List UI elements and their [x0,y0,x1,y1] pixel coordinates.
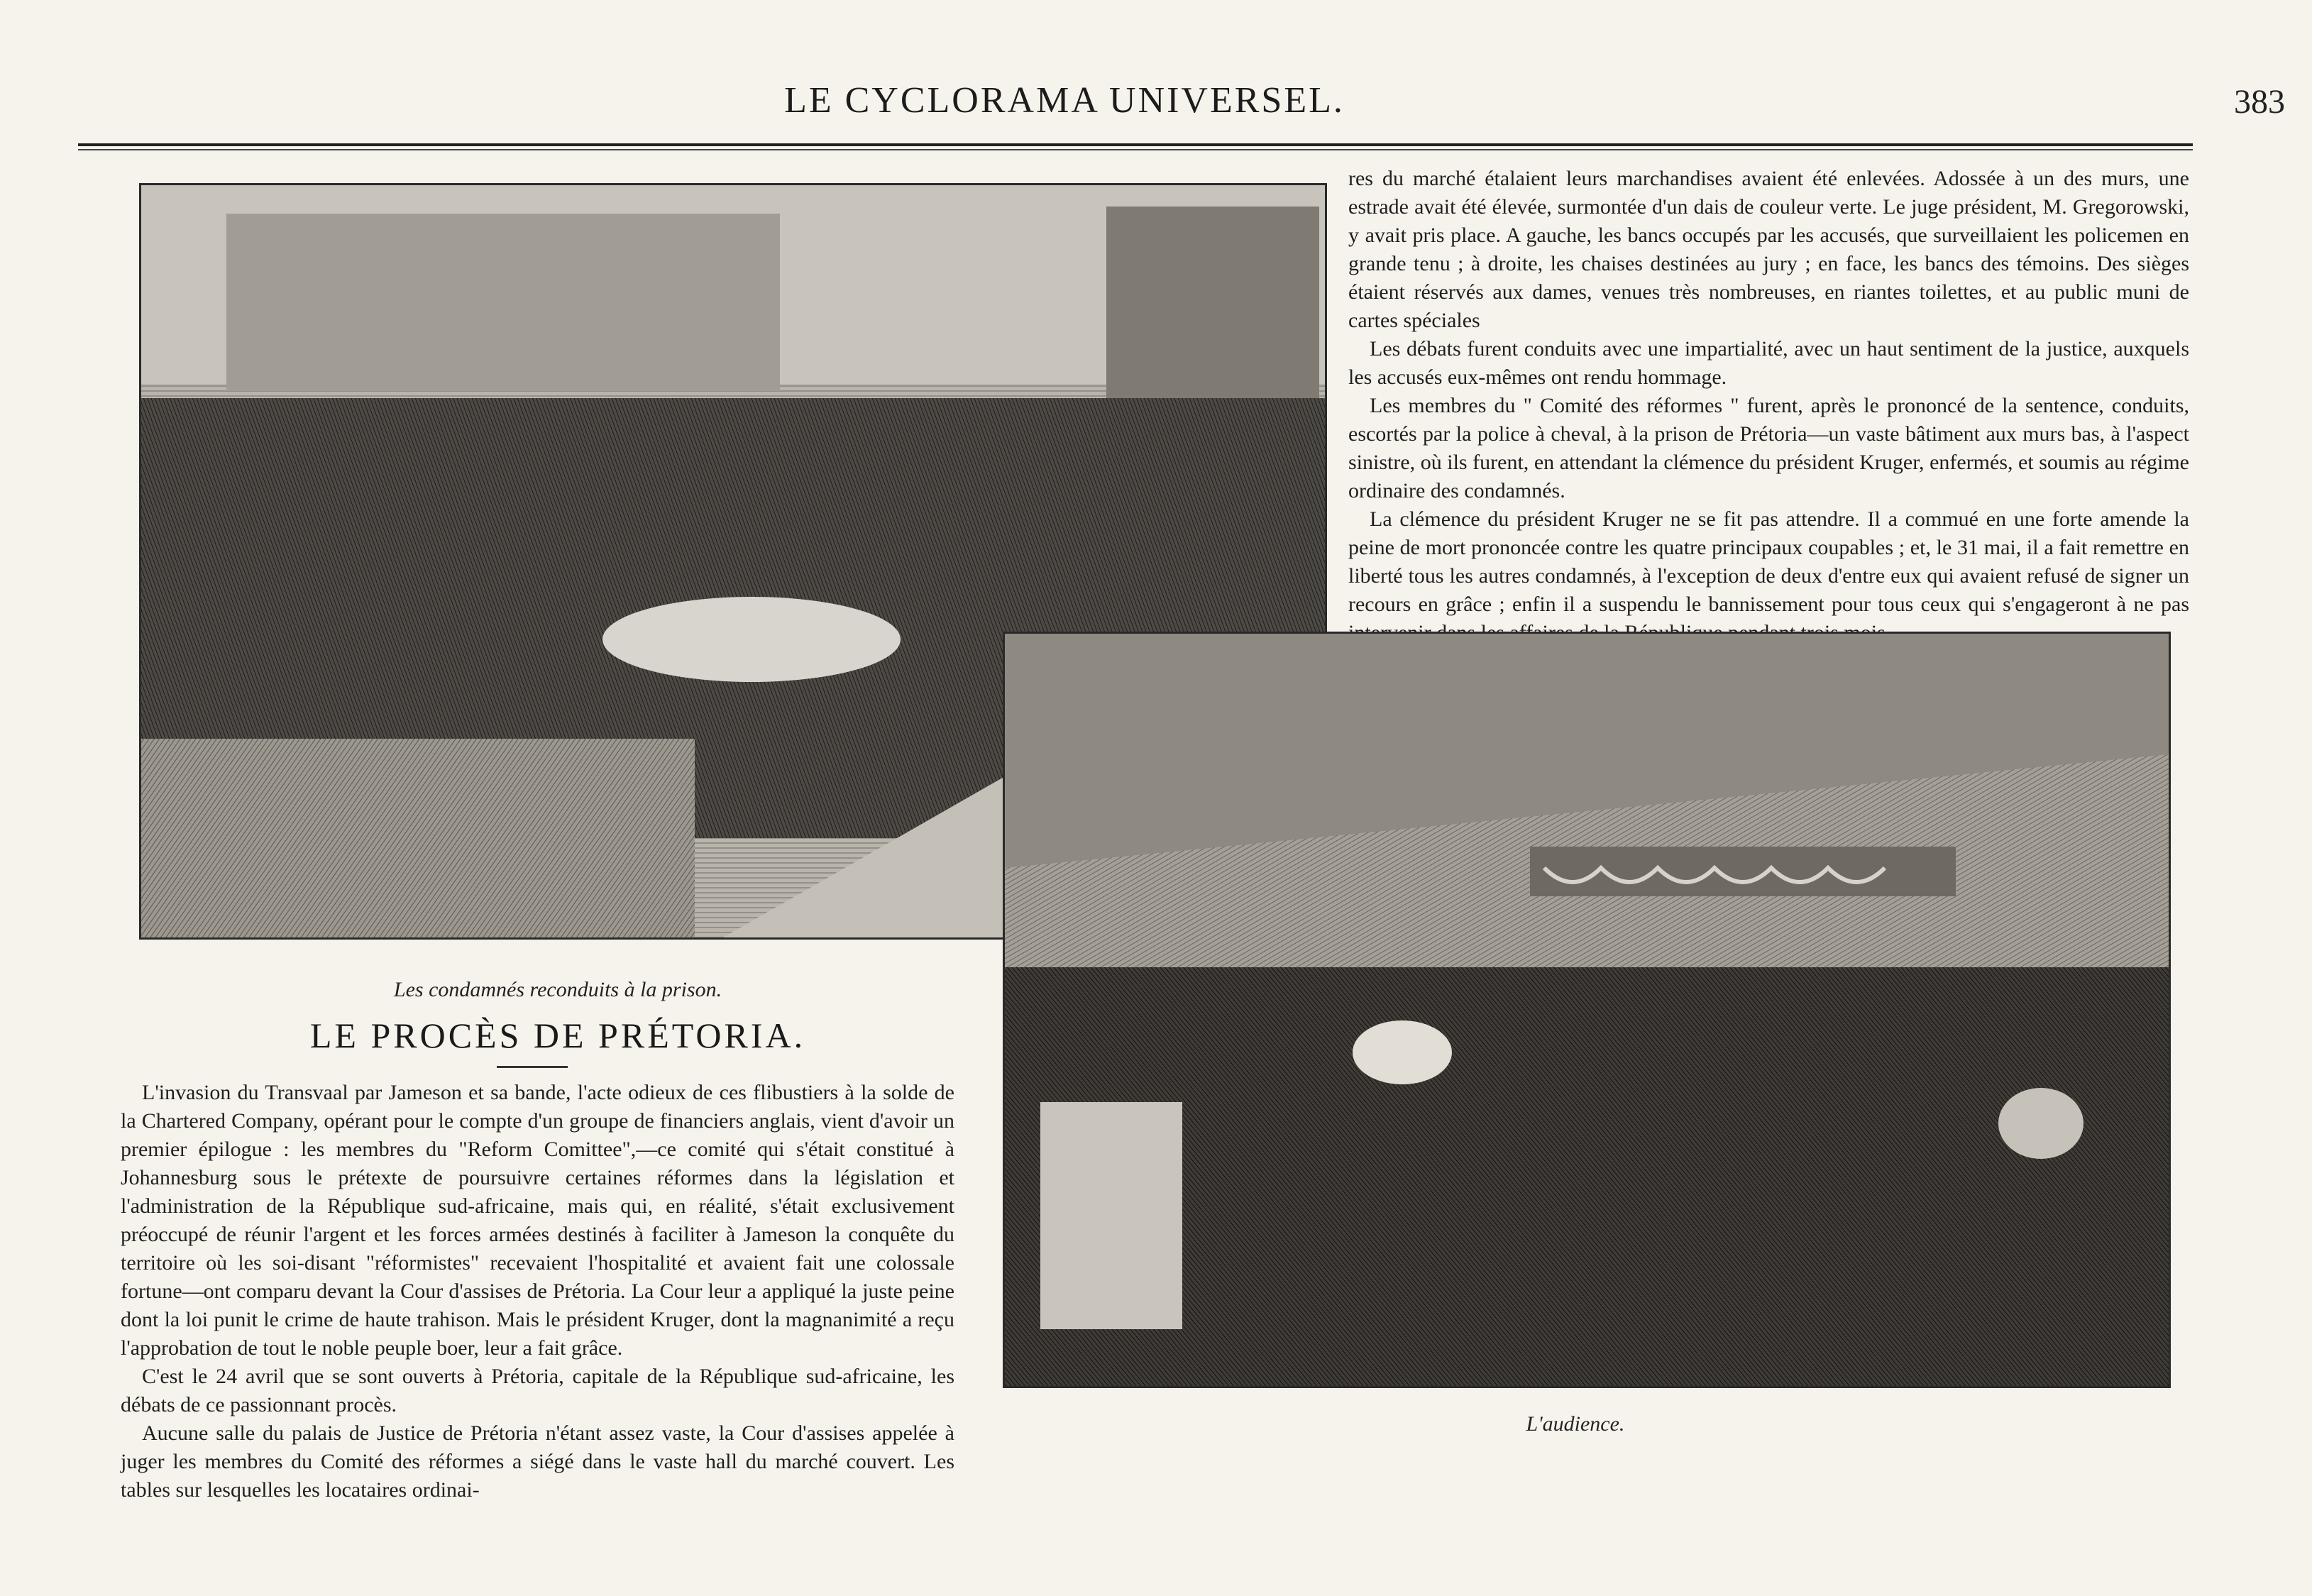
paragraph: Aucune salle du palais de Justice de Prétoria n'étant assez vaste, la Cour d'assises appelée à juger les membres du Comité des réformes a siégé dans le vaste hall du marché couvert. Les tables sur lesquelles les locataires ordinai- [121,1421,954,1502]
article-column-right [1348,165,2189,647]
paragraph: L'invasion du Transvaal par Jameson et sa bande, l'acte odieux de ces flibustiers à la solde de la Chartered Company, opérant pour le compte d'un groupe de financiers anglais, vient d'avoir un premier épilogue : les membres du "Reform Comittee",—ce comité qui s'était constitué à Johannesburg sous le prétexte de poursuivre certaines réformes dans la législation et l'administration de la République sud-africaine, mais qui, en réalité, s'était exclusivement préoccupé de réunir l'argent et les forces armées destinés à faciliter à Jameson la conquête du territoire où les soi-disant "réformistes" recevaient l'hospitalité et avaient fait une colossale fortune—ont comparu devant la Cour d'assises de Prétoria. La Cour leur a appliqué la juste peine dont la loi punit le crime de haute trahison. Mais le président Kruger, dont la magnanimité a reçu l'approbation de tout le noble peuple boer, leur a fait grâce. [121,1081,954,1360]
paragraph: La clémence du président Kruger ne se fit pas attendre. Il a commué en une forte amende la peine de mort prononcée contre les quatre principaux coupables ; et, le 31 mai, il a fait remettre en liberté tous les autres condamnés, à l'exception de deux d'entre eux qui avaient refusé de signer un recours en grâce ; enfin il a suspendu le bannissement pour tous ceux qui s'engageront à ne pas [1348,507,2189,616]
header-rule [78,143,2193,146]
running-title: LE CYCLORAMA UNIVERSEL. [784,80,1345,121]
title-rule [497,1066,568,1068]
paragraph: Les membres du " Comité des réformes " furent, après le prononcé de la sentence, conduits, escortés par la police à cheval, à la prison de Prétoria—un vaste bâtiment aux murs bas, à l'aspect sinistre, où ils furent, en attendant la clémence du président Kruger, enfermés, et soumis au régime ordinaire des condamnés. [1348,394,2189,502]
caption-courtroom-hearing: L'audience. [1526,1412,1625,1436]
engraving-courtroom-hearing [1003,632,2171,1388]
paragraph: res du marché étalaient leurs marchandises avaient été enlevées. Adossée à un des murs, une estrade avait été élevée, surmontée d'un dais de couleur verte. Le juge président, M. Gregorowski, y avait pris place. A gauche, les bancs occupés par les accusés, que surveillaient les policemen en grande tenu ; à droite, les chaises destinées au jury ; en face, les bancs des témoins. Des sièges étaient réservés aux dames, venues très nombreuses, en riantes toilettes, et au public muni de cartes spéciales [1348,167,2189,332]
header-rule-thin [78,149,2193,150]
page-number: 383 [2234,83,2285,121]
paragraph: C'est le 24 avril que se sont ouverts à Prétoria, capitale de la République sud-africaine, les débats de ce passionnant procès. [121,1365,954,1416]
paragraph: Les débats furent conduits avec une impartialité, avec un haut sentiment de la justice, auxquels les accusés eux-mêmes ont rendu hommage. [1348,337,2189,389]
article-column-left [121,1079,954,1504]
caption-prisoners-escorted: Les condamnés reconduits à la prison. [393,978,722,1001]
article-title: LE PROCÈS DE PRÉTORIA. [309,1016,806,1055]
engraving-courtroom-hearing-image [1005,634,2169,1386]
